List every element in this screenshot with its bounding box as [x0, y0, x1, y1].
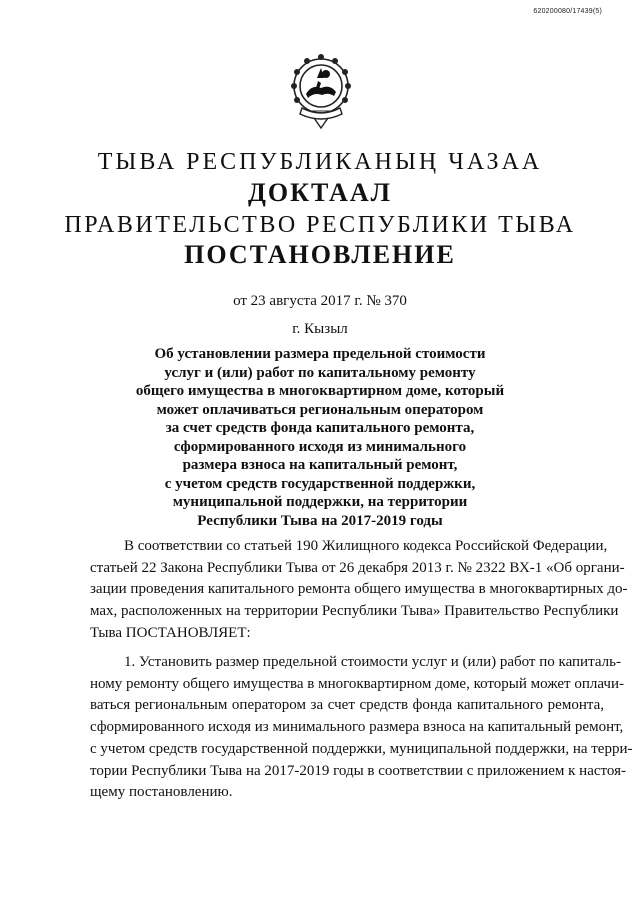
russian-document-type: ПОСТАНОВЛЕНИЕ [184, 240, 456, 269]
title-line: муниципальной поддержки, на территории [172, 494, 468, 510]
title-line: за счет средств фонда капитального ремонта, [165, 420, 475, 436]
russian-government-name: ПРАВИТЕЛЬСТВО РЕСПУБЛИКИ ТЫВА [64, 212, 576, 238]
document-title [80, 345, 560, 530]
document-date-number: от 23 августа 2017 г. № 370 [233, 293, 407, 309]
preamble-paragraph [90, 536, 628, 645]
tuvan-government-name: ТЫВА РЕСПУБЛИКАНЫҢ ЧАЗАА [97, 149, 543, 175]
title-line: сформированного исходя из минимального [173, 438, 467, 455]
paragraph-line: ваться региональным оператором за счет средств фонда капитального ремонта, [90, 697, 604, 714]
title-line: услуг и (или) работ по капитальному ремонту [164, 364, 476, 381]
paragraph-line: зации проведения капитального ремонта общего имущества в многоквартирных до- [90, 581, 628, 598]
paragraph-line: тории Республики Тыва на 2017-2019 годы в соответствии с приложением к настоя- [90, 762, 626, 779]
tuva-coat-of-arms-icon [288, 48, 354, 130]
paragraph-line: ному ремонту общего имущества в многоквартирном доме, который может оплачи- [90, 675, 624, 692]
paragraph-line: сформированного исходя из минимального размера взноса на капитальный ремонт, [90, 719, 624, 736]
title-line: размера взноса на капитальный ремонт, [182, 457, 458, 473]
tuvan-document-type: ДОКТААЛ [248, 178, 392, 207]
title-line: общего имущества в многоквартирном доме, который [135, 383, 505, 399]
title-line: с учетом средств государственной поддержки, [164, 475, 476, 492]
paragraph-line: с учетом средств государственной поддержки, муниципальной поддержки, на терри- [90, 740, 633, 757]
paragraph-line: мах, расположенных на территории Республики Тыва» Правительство Республики [90, 603, 619, 620]
clause-1-paragraph [90, 652, 633, 804]
paragraph-line: В соответствии со статьей 190 Жилищного кодекса Российской Федерации, [124, 538, 608, 554]
title-line: Республики Тыва на 2017-2019 годы [197, 512, 443, 529]
title-line: может оплачиваться региональным оператором [156, 401, 484, 418]
paragraph-line: щему постановлению. [90, 784, 233, 801]
paragraph-line: 1. Установить размер предельной стоимости услуг и (или) работ по капиталь- [124, 654, 621, 670]
paragraph-line: статьей 22 Закона Республики Тыва от 26 декабря 2013 г. № 2322 ВХ-1 «Об органи- [90, 559, 625, 576]
document-id: 620200080/17439(5) [533, 8, 602, 15]
title-line: Об установлении размера предельной стоимости [154, 346, 486, 362]
document-city: г. Кызыл [292, 321, 348, 337]
paragraph-line: Тыва ПОСТАНОВЛЯЕТ: [90, 624, 251, 641]
